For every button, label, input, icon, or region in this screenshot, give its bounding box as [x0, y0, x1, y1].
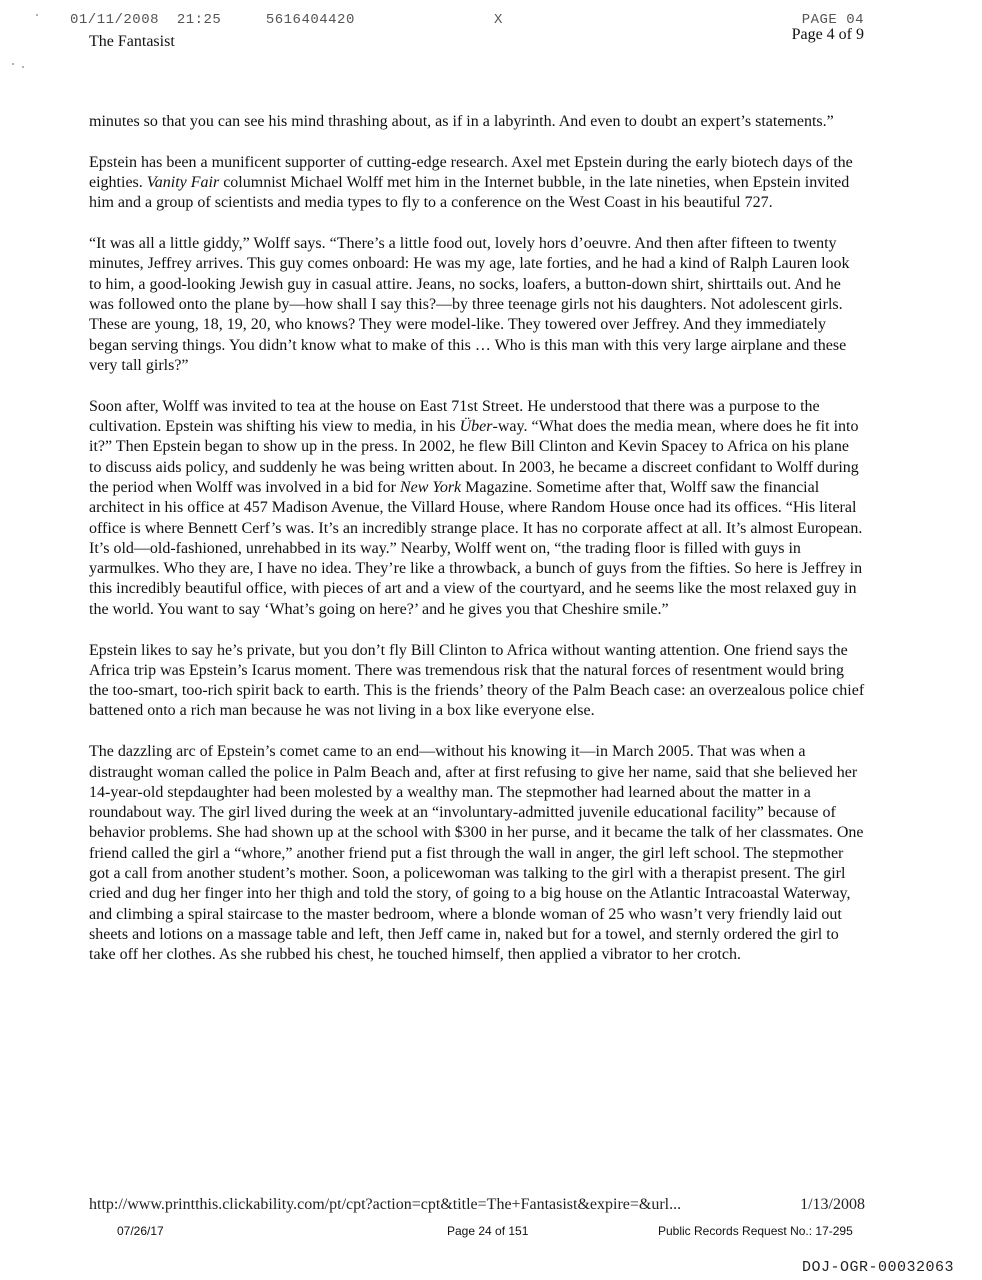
paragraph: The dazzling arc of Epstein’s comet came to an end—without his knowing it—in March 2005. That was when a distraught woman called the police in Palm Beach and, after at first refusing to give her name, said that she believed her 14-year-old stepdaughter had been molested by a wealthy man. The stepmother had learned about the matter in a roundabout way. The girl lived during the week at an “involuntary-admitted juvenile educational facility” because of behavior problems. She had shown up at the school with $300 in her purse, and it became the talk of her classmates. One friend called the girl a “whore,” another friend put a fist through the wall in anger, the girl left school. The stepmother got a call from another student’s mother. Soon, a policewoman was talking to the girl with a therapist present. The girl cried and dug her finger into her thigh and told the story, of going to a big house on the Atlantic Intracoastal Waterway, and climbing a spiral staircase to the master bedroom, where a blonde woman of 25 who wasn’t very friendly laid out sheets and lotions on a massage table and left, then Jeff came in, naked but for a towel, and sternly ordered the girl to take off her clothes. As she rubbed his chest, he touched himself, then applied a vibrator to her crotch. — [89, 743, 864, 964]
records-page: Page 24 of 151 — [447, 1224, 529, 1238]
paragraph: “It was all a little giddy,” Wolff says. “There’s a little food out, lovely hors d’oeuvre. And then after fifteen to twenty minutes, Jeffrey arrives. This guy comes onboard: He was my age, late forties, and he had a kind of Ralph Lauren look to him, a good-looking Jewish guy in casual attire. Jeans, no socks, loafers, a button-down shirt, shirttails out. And he was followed onto the plane by—how shall I say this?—by three teenage girls not his daughters. Not adolescent girls. These are young, 18, 19, 20, who knows? They were model-like. They towered over Jeffrey. And they immediately began serving things. You didn’t know what to make of this … Who is this man with this very large airplane and these very tall girls?” — [89, 235, 850, 374]
italic-title: New York — [399, 478, 462, 496]
fax-number: 5616404420 — [265, 12, 355, 28]
records-date: 07/26/17 — [117, 1224, 164, 1238]
italic-title: Vanity Fair — [146, 174, 220, 192]
italic-title: Über — [459, 418, 493, 436]
fax-page-label: PAGE 04 — [801, 12, 864, 28]
print-footer — [89, 1196, 865, 1214]
paragraph: Epstein likes to say he’s private, but you don’t fly Bill Clinton to Africa without wanting attention. One friend says the Africa trip was Epstein’s Icarus moment. There was tremendous risk that the natural forces of resentment would bring the too-smart, too-rich spirit back to earth. This is the friends’ theory of the Palm Beach case: an overzealous police chief battened onto a rich man because he was not living in a box like everyone else. — [89, 641, 865, 720]
fax-mark: X — [494, 12, 503, 28]
paragraph: Epstein has been a munificent supporter of cutting-edge research. Axel met Epstein during the early biotech days of the eighties. Vanity Fair columnist Michael Wolff met him in the Internet bubble, in the late nineties, when Epstein invited him and a group of scientists and media types to fly to a conference on the West Coast in his beautiful 727. — [89, 153, 853, 212]
print-url: http://www.printthis.clickability.com/pt/cpt?action=cpt&title=The+Fantasist&expire=&url... — [89, 1196, 682, 1213]
article-body — [89, 112, 865, 986]
fax-datetime-and-number — [70, 12, 355, 28]
document-title: The Fantasist — [89, 33, 175, 50]
fax-datetime: 01/11/2008 21:25 — [70, 12, 222, 28]
bates-number: DOJ-OGR-00032063 — [801, 1259, 954, 1276]
page-of-indicator: Page 4 of 9 — [791, 26, 864, 43]
records-request: Public Records Request No.: 17-295 — [658, 1224, 853, 1238]
paragraph: Soon after, Wolff was invited to tea at the house on East 71st Street. He understood that there was a purpose to the cultivation. Epstein was shifting his view to media, in his Über-way. “What does the media mean, where does he fit into it?” Then Epstein began to show up in the press. In 2002, he flew Bill Clinton and Kevin Spacey to Africa on his plane to discuss aids policy, and suddenly he was being written about. In 2003, he became a discreet confidant to Wolff during the period when Wolff was involved in a bid for New York Magazine. Sometime after that, Wolff saw the financial architect in his office at 457 Madison Avenue, the Villard House, where Random House once had its offices. “His literal office is where Bennett Cerf’s was. It’s an incredibly strange place. It has no corporate affect at all. It’s almost European. It’s old—old-fashioned, unrehabbed in its way.” Nearby, Wolff went on, “the trading floor is filled with guys in yarmulkes. Who they are, I have no idea. They’re like a throwback, a bunch of guys from the fifties. So here is Jeffrey in this incredibly beautiful office, with pieces of art and a view of the courtyard, and he seems like the most relaxed guy in the world. You want to say ‘What’s going on here?’ and he gives you that Cheshire smile.” — [89, 397, 863, 618]
print-date: 1/13/2008 — [792, 1196, 865, 1214]
paragraph: minutes so that you can see his mind thrashing about, as if in a labyrinth. And even to doubt an expert’s statements.” — [89, 113, 834, 130]
